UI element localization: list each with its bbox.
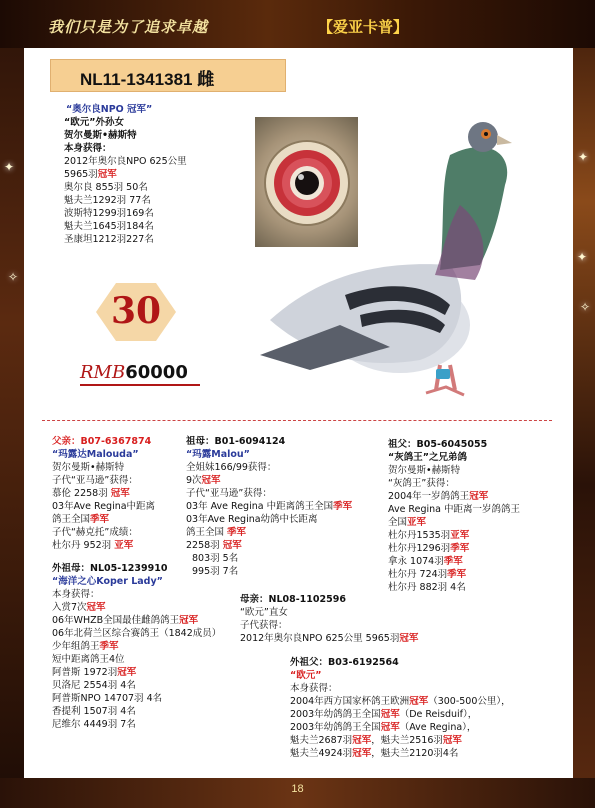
grandfather-label: 祖父：B05-6045055 <box>388 439 488 450</box>
father-line: 03年Ave Regina中距离 <box>52 501 156 512</box>
ext-grandmother-label: 外祖母：NL05-1239910 <box>52 563 168 574</box>
father-line: 子代“亚马逊”获得： <box>52 475 138 486</box>
grandmother-line: 995羽 7名 <box>192 566 239 577</box>
intro-line: 贺尔曼斯•赫斯特 <box>64 130 137 141</box>
intro-title: “奥尔良NPO 冠军” <box>66 104 153 115</box>
page-number: 18 <box>291 783 304 795</box>
ext-grandmother-line: 香提利 1507羽 4名 <box>52 706 136 717</box>
price-currency: RMB <box>80 362 126 383</box>
ext-grandfather-label: 外祖父：B03-6192564 <box>290 657 399 668</box>
ext-grandmother-line: 入赏7次冠军 <box>52 602 106 613</box>
header-slogan: 我们只是为了追求卓越 <box>48 18 209 36</box>
price-amount: 60000 <box>125 362 188 383</box>
mother-label: 母亲：NL08-1102596 <box>240 594 346 605</box>
father-line: 慕伦 2258羽 冠军 <box>52 488 130 499</box>
grandfather-line: 杜尔丹 882羽 4名 <box>388 582 466 593</box>
grandfather-line: 拿永 1074羽季军 <box>388 556 463 567</box>
pigeon-photo <box>250 115 530 400</box>
sparkle-icon: ✦ <box>4 160 15 174</box>
sparkle-icon: ✧ <box>580 300 591 314</box>
ext-grandmother-line: 06年WHZB全国最佳雌鸽鸽王冠军 <box>52 615 199 626</box>
grandmother-line: 03年 Ave Regina 中距离鸽王全国季军 <box>186 501 353 512</box>
intro-line: 2012年奥尔良NPO 625公里 <box>64 156 187 167</box>
ext-grandmother-line: 贝洛尼 2554羽 4名 <box>52 680 136 691</box>
grandfather-line: 2004年一岁鸽鸽王冠军 <box>388 491 489 502</box>
grandfather-line: 杜尔丹1296羽季军 <box>388 543 470 554</box>
grandfather-line: 全国亚军 <box>388 517 427 528</box>
grandfather-line: “灰鸽王”获得： <box>388 478 455 489</box>
ext-grandfather-line: 本身获得： <box>290 683 338 694</box>
ext-grandfather-line: 2003年幼鸽鸽王全国冠军（Ave Regina）， <box>290 722 477 733</box>
father-line: 鸽王全国季军 <box>52 514 110 525</box>
intro-line: 魁夫兰1292羽 77名 <box>64 195 151 206</box>
intro-line: “欧元”外孙女 <box>64 117 124 128</box>
page-title <box>80 65 214 90</box>
ext-grandfather-line: 魁夫兰2687羽冠军，魁夫兰2516羽冠军 <box>290 735 462 746</box>
grandmother-line: 9次冠军 <box>186 475 221 486</box>
intro-line: 本身获得： <box>64 143 112 154</box>
intro-line: 5965羽冠军 <box>64 169 117 180</box>
grandfather-line: 杜尔丹1535羽亚军 <box>388 530 470 541</box>
ext-grandfather-name: “欧元” <box>290 670 322 681</box>
ext-grandmother-line: 短中距离鸽王4位 <box>52 654 125 665</box>
father-name: “玛露达Malouda” <box>52 449 139 460</box>
grandmother-label: 祖母：B01-6094124 <box>186 436 286 447</box>
father-line: 贺尔曼斯•赫斯特 <box>52 462 125 473</box>
grandfather-line: 贺尔曼斯•赫斯特 <box>388 465 461 476</box>
price-underline <box>80 384 200 386</box>
ext-grandmother-line: 阿普斯 1972羽冠军 <box>52 667 137 678</box>
sparkle-icon: ✦ <box>578 150 589 164</box>
ext-grandmother-line: 06年北荷兰区综合赛鸽王（1842成员） <box>52 628 222 639</box>
section-divider <box>42 420 552 421</box>
ext-grandmother-line: 本身获得： <box>52 589 100 600</box>
lot-number: 30 <box>110 290 162 332</box>
ext-grandfather-line: 2003年幼鸽鸽王全国冠军（De Reisduif）， <box>290 709 478 720</box>
ext-grandmother-line: 少年组鸽王季军 <box>52 641 119 652</box>
ext-grandmother-name: “海洋之心Koper Lady” <box>52 576 163 587</box>
intro-line: 圣康坦1212羽227名 <box>64 234 154 245</box>
father-line: 杜尔丹 952羽 亚军 <box>52 540 134 551</box>
ext-grandmother-line: 尼维尔 4449羽 7名 <box>52 719 136 730</box>
ext-grandfather-line: 魁夫兰4924羽冠军，魁夫兰2120羽4名 <box>290 748 459 759</box>
mother-line: 2012年奥尔良NPO 625公里 5965羽冠军 <box>240 633 419 644</box>
intro-line: 魁夫兰1645羽184名 <box>64 221 154 232</box>
ring-number: NL11-1341381 <box>80 70 193 89</box>
grandmother-name: “玛露Malou” <box>186 449 250 460</box>
ext-grandfather-line: 2004年西方国家杯鸽王欧洲冠军（300-500公里）， <box>290 696 511 707</box>
sparkle-icon: ✦ <box>577 250 588 264</box>
header-brand: 【爱亚卡普】 <box>318 18 409 36</box>
bird-sex: 雌 <box>197 70 215 89</box>
ext-grandmother-line: 阿普斯NPO 14707羽 4名 <box>52 693 163 704</box>
mother-line: 子代获得： <box>240 620 288 631</box>
left-frame <box>0 0 24 808</box>
right-frame <box>573 0 595 808</box>
grandfather-line: Ave Regina 中距离一岁鸽鸽王 <box>388 504 520 515</box>
father-line: 子代“赫克托”成绩： <box>52 527 138 538</box>
grandmother-line: 803羽 5名 <box>192 553 239 564</box>
price <box>80 362 188 383</box>
grandmother-line: 2258羽 冠军 <box>186 540 242 551</box>
sparkle-icon: ✧ <box>8 270 19 284</box>
grandfather-line: 杜尔丹 724羽季军 <box>388 569 467 580</box>
grandfather-name: “灰鸽王”之兄弟鸽 <box>388 452 467 463</box>
mother-name: “欧元”直女 <box>240 607 288 618</box>
grandmother-line: 03年Ave Regina幼鸽中长距离 <box>186 514 318 525</box>
intro-line: 奥尔良 855羽 50名 <box>64 182 148 193</box>
grandmother-line: 全姐妹166/99获得： <box>186 462 277 473</box>
grandmother-line: 鸽王全国 季军 <box>186 527 247 538</box>
grandmother-line: 子代“亚马逊”获得： <box>186 488 272 499</box>
father-label: 父亲：B07-6367874 <box>52 436 152 447</box>
intro-line: 波斯特1299羽169名 <box>64 208 154 219</box>
